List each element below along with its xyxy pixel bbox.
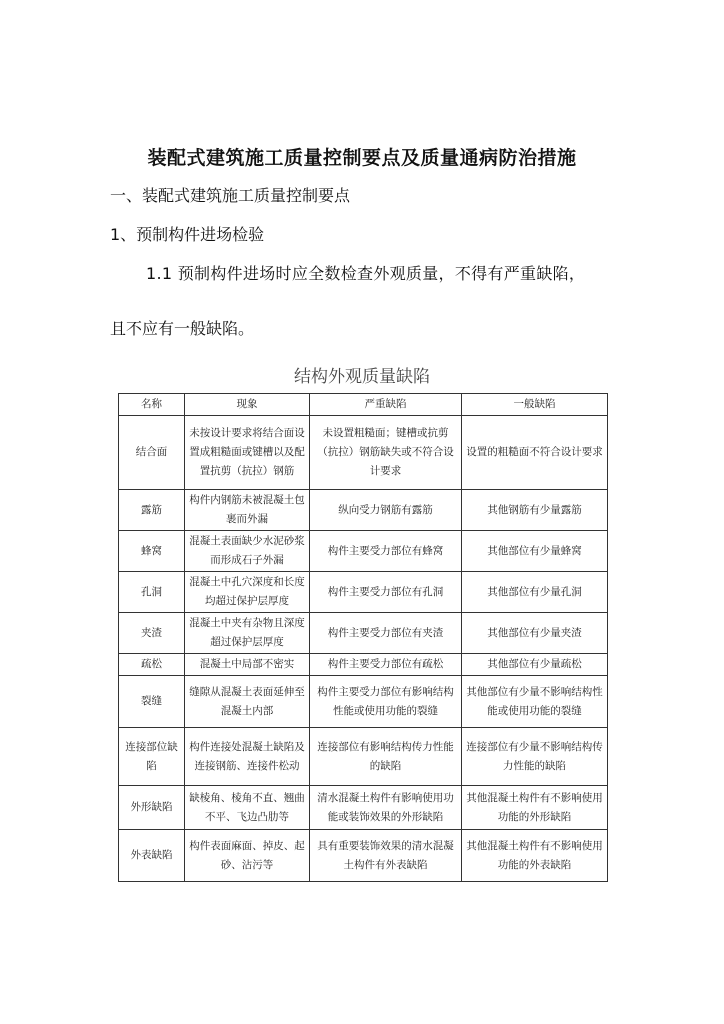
table-row [119, 786, 608, 830]
table-caption: 结构外观质量缺陷 [294, 367, 430, 387]
cell-severe: 构件主要受力部位有疏松 [310, 654, 462, 676]
table-header-row [119, 394, 608, 416]
cell-general: 连接部位有少量不影响结构传力性能的缺陷 [462, 728, 608, 786]
cell-severe: 纵向受力钢筋有露筋 [310, 490, 462, 531]
cell-name: 蜂窝 [119, 531, 185, 572]
table-row [119, 531, 608, 572]
paragraph-line-2: 且不应有一般缺陷。 [110, 319, 255, 338]
table-row [119, 613, 608, 654]
cell-general: 其他部位有少量蜂窝 [462, 531, 608, 572]
cell-phenomenon: 混凝土表面缺少水泥砂浆而形成石子外漏 [185, 531, 310, 572]
table-row [119, 830, 608, 882]
cell-severe: 构件主要受力部位有蜂窝 [310, 531, 462, 572]
table-row [119, 654, 608, 676]
cell-severe: 连接部位有影响结构传力性能的缺陷 [310, 728, 462, 786]
cell-general: 其他部位有少量夹渣 [462, 613, 608, 654]
cell-name: 夹渣 [119, 613, 185, 654]
header-general-defect: 一般缺陷 [462, 394, 608, 416]
subsection-heading: 1、预制构件进场检验 [110, 225, 265, 244]
cell-phenomenon: 构件内钢筋未被混凝土包裹而外漏 [185, 490, 310, 531]
cell-general: 其他混凝土构件有不影响使用功能的外形缺陷 [462, 786, 608, 830]
cell-general: 其他钢筋有少量露筋 [462, 490, 608, 531]
table-row [119, 416, 608, 490]
table-row [119, 676, 608, 728]
cell-general: 其他部位有少量孔洞 [462, 572, 608, 613]
cell-phenomenon: 混凝土中局部不密实 [185, 654, 310, 676]
cell-phenomenon: 混凝土中孔穴深度和长度均超过保护层厚度 [185, 572, 310, 613]
cell-severe: 具有重要装饰效果的清水混凝土构件有外表缺陷 [310, 830, 462, 882]
cell-general: 设置的粗糙面不符合设计要求 [462, 416, 608, 490]
section-heading: 一、装配式建筑施工质量控制要点 [110, 186, 351, 205]
cell-name: 露筋 [119, 490, 185, 531]
header-severe-defect: 严重缺陷 [310, 394, 462, 416]
cell-severe: 未设置粗糙面；键槽或抗剪（抗拉）钢筋缺失或不符合设计要求 [310, 416, 462, 490]
cell-name: 结合面 [119, 416, 185, 490]
table-row [119, 728, 608, 786]
cell-name: 外形缺陷 [119, 786, 185, 830]
cell-phenomenon: 未按设计要求将结合面设置成粗糙面或键槽以及配置抗剪（抗拉）钢筋 [185, 416, 310, 490]
cell-severe: 构件主要受力部位有影响结构性能或使用功能的裂缝 [310, 676, 462, 728]
header-phenomenon: 现象 [185, 394, 310, 416]
cell-general: 其他部位有少量不影响结构性能或使用功能的裂缝 [462, 676, 608, 728]
paragraph-line-1: 1.1 预制构件进场时应全数检查外观质量，不得有严重缺陷， [146, 264, 586, 283]
cell-phenomenon: 构件连接处混凝土缺陷及连接钢筋、连接件松动 [185, 728, 310, 786]
cell-name: 裂缝 [119, 676, 185, 728]
cell-name: 孔洞 [119, 572, 185, 613]
header-name: 名称 [119, 394, 185, 416]
cell-name: 疏松 [119, 654, 185, 676]
cell-general: 其他部位有少量疏松 [462, 654, 608, 676]
cell-severe: 构件主要受力部位有夹渣 [310, 613, 462, 654]
table-row [119, 572, 608, 613]
table-row [119, 490, 608, 531]
document-title: 装配式建筑施工质量控制要点及质量通病防治措施 [147, 147, 577, 169]
cell-phenomenon: 混凝土中夹有杂物且深度超过保护层厚度 [185, 613, 310, 654]
cell-severe: 构件主要受力部位有孔洞 [310, 572, 462, 613]
cell-phenomenon: 缝隙从混凝土表面延伸至混凝土内部 [185, 676, 310, 728]
cell-phenomenon: 构件表面麻面、掉皮、起砂、沾污等 [185, 830, 310, 882]
cell-general: 其他混凝土构件有不影响使用功能的外表缺陷 [462, 830, 608, 882]
cell-name: 外表缺陷 [119, 830, 185, 882]
defects-table [118, 393, 608, 882]
cell-severe: 清水混凝土构件有影响使用功能或装饰效果的外形缺陷 [310, 786, 462, 830]
cell-phenomenon: 缺棱角、棱角不直、翘曲不平、飞边凸肋等 [185, 786, 310, 830]
cell-name: 连接部位缺陷 [119, 728, 185, 786]
